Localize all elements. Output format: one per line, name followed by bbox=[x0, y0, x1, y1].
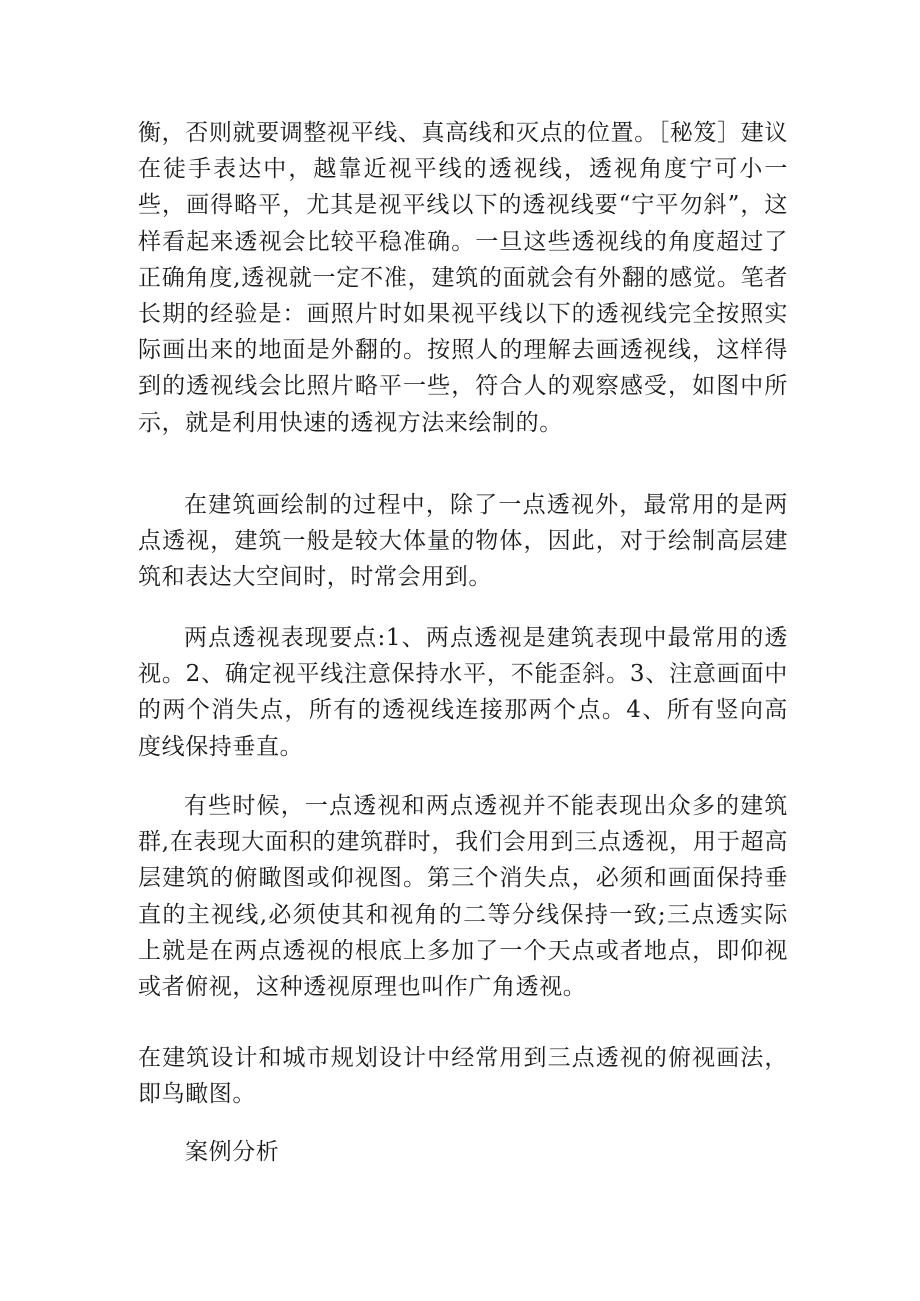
paragraph-three-point: 有些时候，一点透视和两点透视并不能表现出众多的建筑群,在表现大面积的建筑群时，我们会用到三点透视，用于超高层建筑的俯瞰图或仰视图。第三个消失点，必须和画面保持垂直的主视线,必须使其和视角的二等分线保持一致;三点透实际上就是在两点透视的根底上多加了一个天点或者地点，即仰视或者俯视，这种透视原理也叫作广角透视。 bbox=[138, 793, 788, 1001]
paragraph-two-point-intro: 在建筑画绘制的过程中，除了一点透视外，最常用的是两点透视，建筑一般是较大体量的物体，因此，对于绘制高层建筑和表达大空间时，时常会用到。 bbox=[138, 492, 788, 591]
paragraph-birds-eye: 在建筑设计和城市规划设计中经常用到三点透视的俯视画法，即鸟瞰图。 bbox=[138, 1045, 788, 1108]
paragraph-two-point-key-points: 两点透视表现要点:1、两点透视是建筑表现中最常用的透视。2、确定视平线注意保持水平，不能歪斜。3、注意画面中的两个消失点，所有的透视线连接那两个点。4、所有竖向高度线保持垂直。 bbox=[138, 625, 788, 760]
paragraph-perspective-tips: 衡，否则就要调整视平线、真高线和灭点的位置。［秘笈］建议在徒手表达中，越靠近视平线的透视线，透视角度宁可小一些，画得略平，尤其是视平线以下的透视线要“宁平勿斜”，这样看起来透视会比较平稳准确。一旦这些透视线的角度超过了正确角度,透视就一定不准，建筑的面就会有外翻的感觉。笔者长期的经验是：画照片时如果视平线以下的透视线完全按照实际画出来的地面是外翻的。按照人的理解去画透视线，这样得到的透视线会比照片略平一些，符合人的观察感受，如图中所示，就是利用快速的透视方法来绘制的。 bbox=[138, 120, 788, 436]
section-heading-case-analysis: 案例分析 bbox=[185, 1139, 280, 1165]
